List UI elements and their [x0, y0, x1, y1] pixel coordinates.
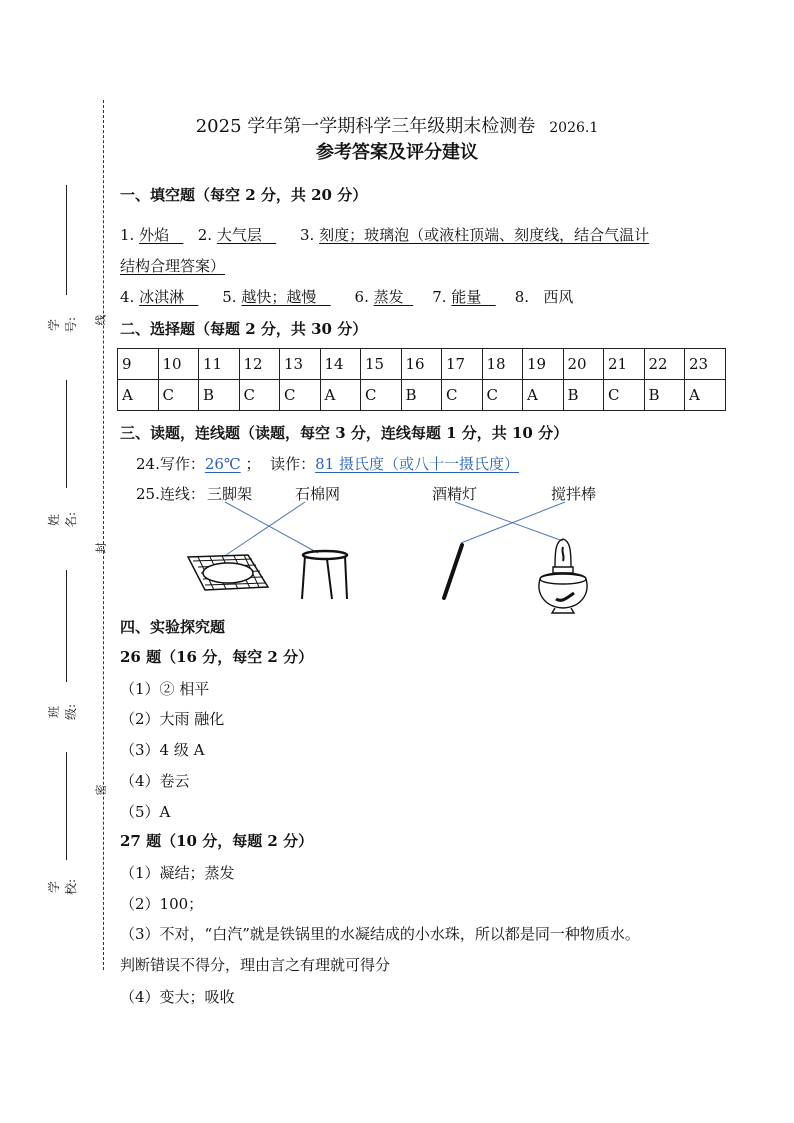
q27-line-3: （3）不对，“白汽”就是铁锅里的水凝结成的小水珠，所以都是同一种物质水。 — [120, 925, 640, 943]
binding-line-2 — [66, 380, 67, 488]
table-cell: A — [320, 380, 361, 411]
match-line-gauze — [226, 502, 305, 555]
q8-answer: 西风 — [543, 288, 574, 306]
q26-line-2: （2）大雨 融化 — [120, 710, 225, 728]
q6-number: 6. — [354, 288, 369, 306]
q24-read-label: 读作： — [270, 455, 316, 473]
q26-heading: 26 题（16 分，每空 2 分） — [120, 648, 314, 666]
table-cell: 19 — [523, 349, 564, 380]
q8-number: 8. — [514, 288, 530, 306]
table-cell: 17 — [442, 349, 483, 380]
q1-answer: 外焰 — [139, 226, 170, 244]
stirring-rod-drawing — [444, 545, 462, 598]
gauze-drawing — [188, 555, 268, 590]
table-cell: C — [280, 380, 321, 411]
q25-item-lamp: 酒精灯 — [432, 485, 478, 503]
q7-answer: 能量 — [451, 288, 482, 306]
q24-line — [136, 453, 519, 474]
q24-read-answer: 81 摄氏度（或八十一摄氏度） — [315, 455, 519, 473]
q5-number: 5. — [222, 288, 237, 306]
choice-answer-table — [117, 348, 726, 411]
section1-heading: 一、填空题（每空 2 分，共 20 分） — [120, 186, 368, 204]
table-cell: A — [685, 380, 726, 411]
seal-mark-line: 线 — [94, 314, 108, 326]
match-line-rod — [461, 502, 565, 543]
q26-line-3: （3）4 级 A — [120, 741, 205, 759]
class-label: 班级: — [47, 703, 78, 721]
table-cell: A — [523, 380, 564, 411]
section4-heading: 四、实验探究题 — [120, 618, 226, 636]
seal-mark-seal: 封 — [94, 542, 108, 554]
page-subtitle: 参考答案及评分建议 — [316, 142, 478, 163]
q2-answer: 大气层 — [216, 226, 262, 244]
q26-line-1: （1）② 相平 — [120, 680, 210, 698]
table-cell: B — [644, 380, 685, 411]
title-date: 2026.1 — [549, 120, 599, 136]
table-cell: C — [158, 380, 199, 411]
table-cell: 15 — [361, 349, 402, 380]
table-cell: 22 — [644, 349, 685, 380]
q3-answer-continued: 结构合理答案） — [120, 257, 226, 275]
tripod-drawing — [302, 551, 347, 599]
table-cell: B — [401, 380, 442, 411]
table-cell: 11 — [199, 349, 240, 380]
matching-diagram — [0, 495, 794, 625]
table-cell: 21 — [604, 349, 645, 380]
binding-line-1 — [66, 185, 67, 295]
q26-line-5: （5）A — [120, 803, 171, 821]
q25-label: 25.连线： — [136, 485, 205, 503]
match-line-lamp — [455, 502, 563, 541]
name-label: 姓名: — [47, 511, 78, 529]
q1-number: 1. — [120, 226, 135, 244]
table-cell: 10 — [158, 349, 199, 380]
q27-line-2: （2）100； — [120, 895, 204, 913]
title-text: 2025 学年第一学期科学三年级期末检测卷 — [195, 116, 536, 137]
table-cell: 18 — [482, 349, 523, 380]
match-line-tripod — [225, 502, 318, 553]
section1-line2 — [120, 286, 573, 307]
table-cell: C — [482, 380, 523, 411]
school-label: 学校: — [47, 878, 78, 896]
q3-answer: 刻度；玻璃泡（或液柱顶端、刻度线，结合气温计 — [319, 226, 650, 244]
q7-number: 7. — [432, 288, 447, 306]
q25-item-tripod: 三脚架 — [207, 485, 253, 503]
table-cell: A — [118, 380, 159, 411]
q26-line-4: （4）卷云 — [120, 772, 190, 790]
q5-answer: 越快；越慢 — [241, 288, 317, 306]
table-cell: 23 — [685, 349, 726, 380]
table-cell: 16 — [401, 349, 442, 380]
section1-line1 — [120, 224, 649, 245]
table-cell: B — [563, 380, 604, 411]
table-cell: C — [604, 380, 645, 411]
table-cell: 13 — [280, 349, 321, 380]
q3-number: 3. — [300, 226, 315, 244]
section3-heading: 三、读题，连线题（读题，每空 3 分，连线每题 1 分，共 10 分） — [120, 424, 569, 442]
table-cell: B — [199, 380, 240, 411]
alcohol-lamp-drawing — [539, 539, 587, 613]
table-cell: 20 — [563, 349, 604, 380]
q2-number: 2. — [197, 226, 213, 244]
section2-heading: 二、选择题（每题 2 分，共 30 分） — [120, 320, 368, 338]
q27-line-5: （4）变大；吸收 — [120, 988, 235, 1006]
page-title — [0, 112, 794, 138]
table-row-numbers — [118, 349, 726, 380]
binding-line-4 — [66, 752, 67, 860]
student-number-label: 学号: — [47, 316, 78, 334]
q25-item-rod: 搅拌棒 — [551, 485, 597, 503]
q27-line-1: （1）凝结；蒸发 — [120, 864, 235, 882]
table-cell: C — [361, 380, 402, 411]
q24-write-answer: 26℃ — [204, 455, 241, 473]
table-cell: 14 — [320, 349, 361, 380]
q4-answer: 冰淇淋 — [139, 288, 185, 306]
table-cell: C — [442, 380, 483, 411]
seal-mark-close: 密 — [94, 784, 108, 796]
q24-separator: ； — [245, 455, 261, 473]
q24-label: 24.写作： — [136, 455, 205, 473]
q6-answer: 蒸发 — [373, 288, 404, 306]
q25-item-gauze: 石棉网 — [295, 485, 341, 503]
q27-heading: 27 题（10 分，每题 2 分） — [120, 832, 314, 850]
table-cell: 9 — [118, 349, 159, 380]
table-row-answers — [118, 380, 726, 411]
q4-number: 4. — [120, 288, 135, 306]
q27-line-4: 判断错误不得分，理由言之有理就可得分 — [120, 956, 391, 974]
table-cell: C — [239, 380, 280, 411]
table-cell: 12 — [239, 349, 280, 380]
